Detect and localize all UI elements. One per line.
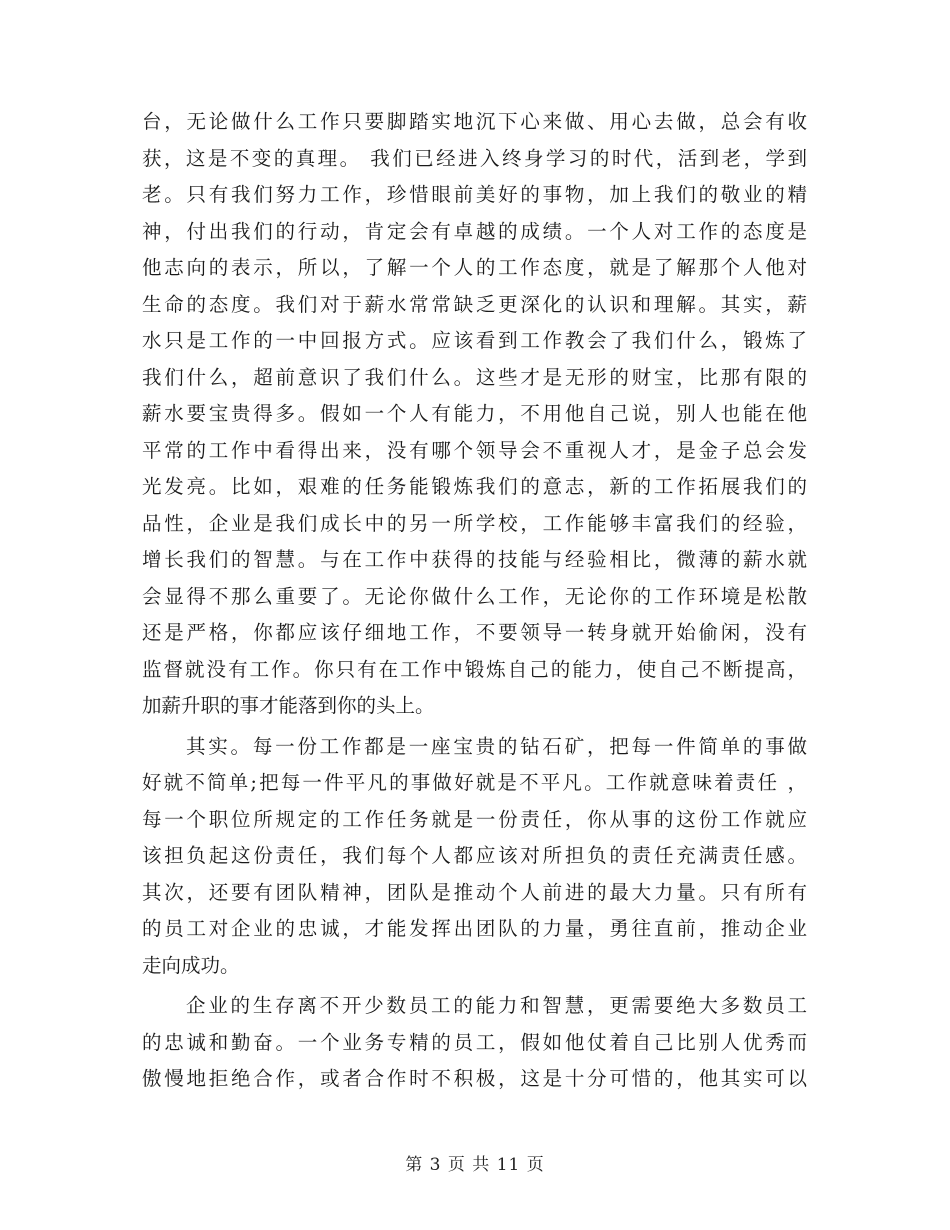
- text-line: 加薪升职的事才能落到你的头上。: [142, 694, 435, 717]
- text-line: 他志向的表示，所以，了解一个人的工作态度，就是了解那个人他对: [142, 256, 807, 279]
- text-line: 我们什么，超前意识了我们什么。这些才是无形的财宝，比那有限的: [142, 365, 807, 389]
- text-line: 的忠诚和勤奋。一个业务专精的员工，假如他仗着自己比别人优秀而: [142, 1030, 807, 1054]
- text-line: 每一个职位所规定的工作任务就是一份责任，你从事的这份工作就应: [142, 807, 807, 831]
- text-line: 走向成功。: [142, 953, 240, 977]
- text-line: 的员工对企业的忠诚，才能发挥出团队的力量，勇往直前，推动企业: [142, 917, 807, 940]
- text-line: 监督就没有工作。你只有在工作中锻炼自己的能力，使自己不断提高，: [142, 657, 807, 681]
- text-line: 傲慢地拒绝合作，或者合作时不积极，这是十分可惜的，他其实可以: [142, 1067, 807, 1090]
- text-line: 获，这是不变的真理。 我们已经进入终身学习的时代，活到老，学到: [142, 146, 807, 170]
- text-line: 生命的态度。我们对于薪水常常缺乏更深化的认识和理解。其实，薪: [142, 292, 807, 316]
- text-line: 增长我们的智慧。与在工作中获得的技能与经验相比，微薄的薪水就: [142, 548, 807, 571]
- paragraph: [142, 104, 807, 725]
- text-line: 还是严格，你都应该仔细地工作，不要领导一转身就开始偷闲，没有: [142, 621, 807, 644]
- text-line: 好就不简单;把每一件平凡的事做好就是不平凡。工作就意味着责任 ，: [142, 771, 807, 794]
- text-line: 该担负起这份责任，我们每个人都应该对所担负的责任充满责任感。: [142, 844, 807, 867]
- text-line: 平常的工作中看得出来，没有哪个领导会不重视人才，是金子总会发: [142, 438, 807, 462]
- paragraph: [142, 729, 807, 985]
- paragraph: [142, 988, 807, 1098]
- text-line: 其实。每一份工作都是一座宝贵的钻石矿，把每一件简单的事做: [186, 734, 807, 758]
- text-line: 薪水要宝贵得多。假如一个人有能力，不用他自己说，别人也能在他: [142, 402, 807, 425]
- page-number-footer: 第 3 页 共 11 页: [405, 1155, 545, 1175]
- text-line: 品性，企业是我们成长中的另一所学校，工作能够丰富我们的经验，: [142, 511, 807, 535]
- document-body: [142, 104, 807, 1098]
- text-line: 老。只有我们努力工作，珍惜眼前美好的事物，加上我们的敬业的精: [142, 183, 807, 206]
- text-line: 光发亮。比如，艰难的任务能锻炼我们的意志，新的工作拓展我们的: [142, 475, 807, 498]
- text-line: 水只是工作的一中回报方式。应该看到工作教会了我们什么，锻炼了: [142, 329, 807, 352]
- text-line: 企业的生存离不开少数员工的能力和智慧，更需要绝大多数员工: [186, 994, 807, 1017]
- text-line: 神，付出我们的行动，肯定会有卓越的成绩。一个人对工作的态度是: [142, 219, 807, 243]
- text-line: 会显得不那么重要了。无论你做什么工作，无论你的工作环境是松散: [142, 584, 807, 608]
- text-line: 台，无论做什么工作只要脚踏实地沉下心来做、用心去做，总会有收: [142, 110, 807, 133]
- text-line: 其次，还要有团队精神，团队是推动个人前进的最大力量。只有所有: [142, 880, 807, 904]
